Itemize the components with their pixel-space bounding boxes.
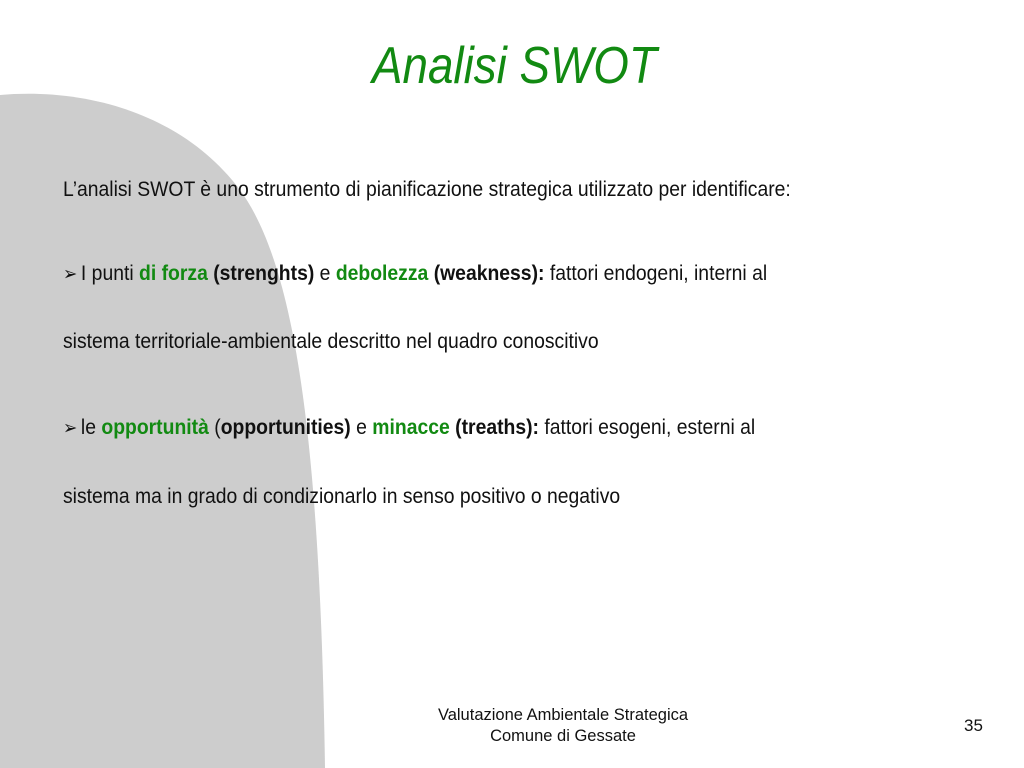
footer bbox=[51, 705, 1024, 747]
bullet-1-conjunction: e bbox=[319, 261, 331, 285]
bullet-1-term-weakness: (weakness): bbox=[433, 261, 545, 285]
slide-title: Analisi SWOT bbox=[372, 37, 657, 95]
arrowhead-bullet-icon: ➢ bbox=[63, 417, 78, 439]
intro-text: L’analisi SWOT è uno strumento di pianificazione strategica utilizzato per identificare: bbox=[63, 177, 791, 201]
page-number: 35 bbox=[964, 716, 983, 735]
bullet-2-open-paren: ( bbox=[214, 415, 221, 439]
bullet-2-term-opportunities: opportunities) bbox=[220, 415, 351, 439]
bullet-2-term-treaths: (treaths): bbox=[455, 415, 540, 439]
footer-line-1: Valutazione Ambientale Strategica bbox=[437, 706, 689, 724]
bullet-2-continuation: sistema ma in grado di condizionarlo in senso positivo o negativo bbox=[63, 484, 621, 508]
bullet-2-conjunction: e bbox=[356, 415, 367, 439]
bullet-1-term-forza: di forza bbox=[139, 261, 208, 285]
footer-line-2: Comune di Gessate bbox=[490, 727, 636, 745]
bullet-1-term-strenghts: (strenghts) bbox=[213, 261, 315, 285]
bullet-2-description: fattori esogeni, esterni al bbox=[544, 415, 756, 439]
bullet-1-prefix: I punti bbox=[80, 261, 134, 285]
bullet-1-continuation: sistema territoriale-ambientale descritto nel quadro conoscitivo bbox=[63, 329, 599, 353]
bullet-1 bbox=[63, 261, 767, 286]
bullet-2 bbox=[63, 415, 755, 440]
bullet-1-description: fattori endogeni, interni al bbox=[549, 261, 768, 285]
bullet-1-term-debolezza: debolezza bbox=[335, 261, 429, 285]
bullet-2-term-minacce: minacce bbox=[372, 415, 450, 439]
arrowhead-bullet-icon: ➢ bbox=[63, 263, 78, 285]
bullet-2-term-opportunita: opportunità bbox=[101, 415, 209, 439]
bullet-2-prefix: le bbox=[80, 415, 96, 439]
